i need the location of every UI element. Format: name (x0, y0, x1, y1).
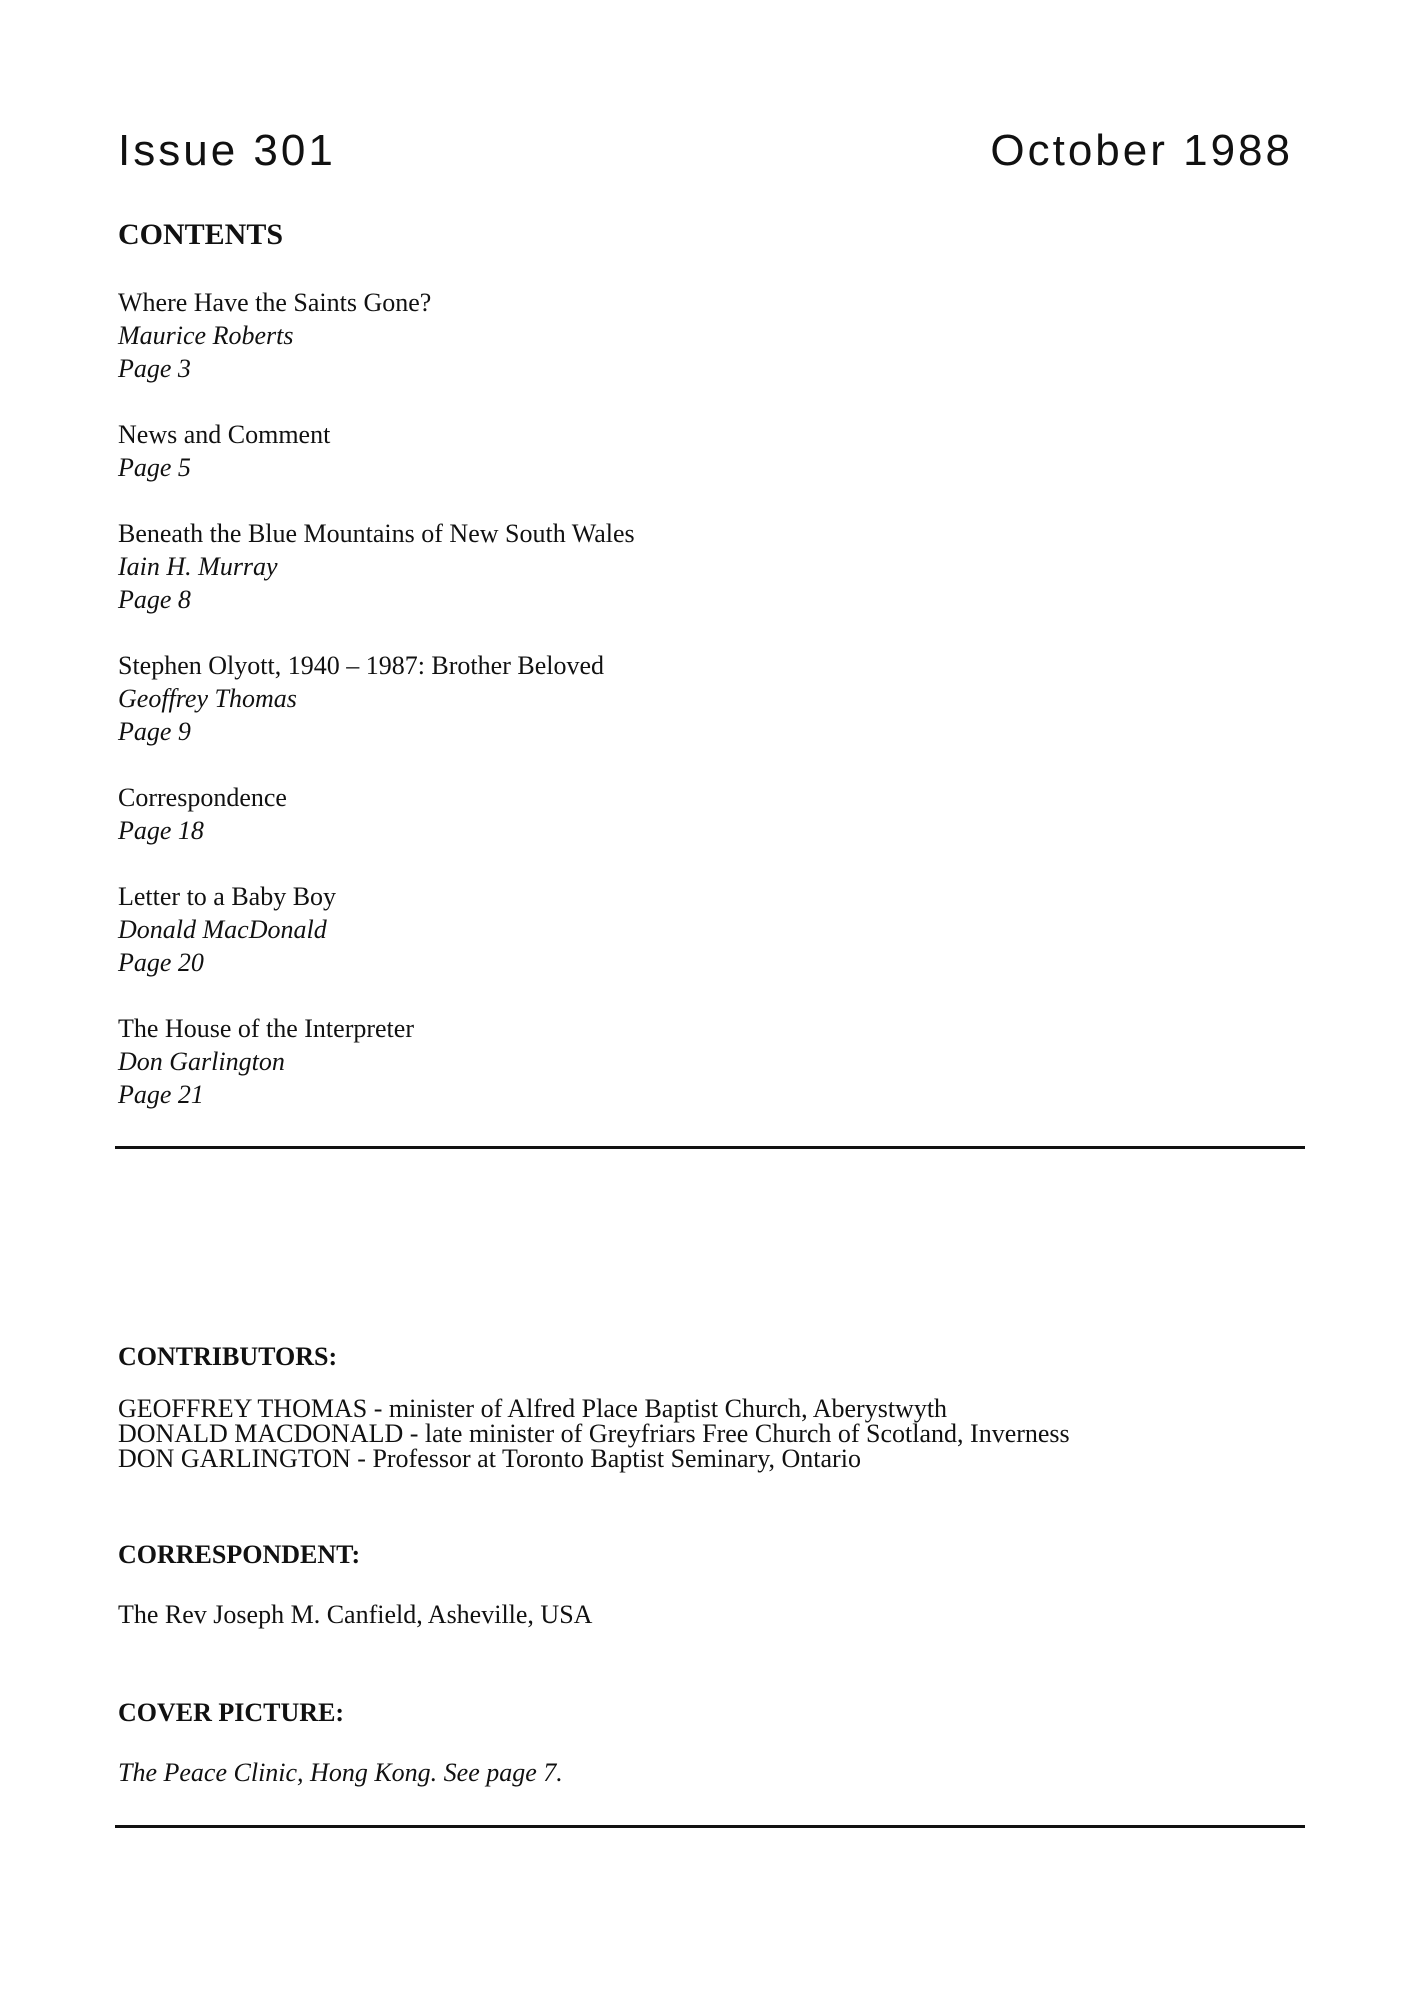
contributor-line: DON GARLINGTON - Professor at Toronto Baptist Seminary, Ontario (118, 1444, 861, 1473)
article-title: The House of the Interpreter (118, 1014, 414, 1043)
article-title: News and Comment (118, 420, 331, 449)
article-title: Stephen Olyott, 1940 – 1987: Brother Beloved (118, 651, 605, 680)
article-title: Correspondence (118, 783, 287, 812)
article-page: Page 18 (118, 816, 204, 845)
correspondent-text: The Rev Joseph M. Canfield, Asheville, USA (118, 1600, 593, 1629)
article-page: Page 20 (118, 948, 204, 977)
article-title: Beneath the Blue Mountains of New South Wales (118, 519, 635, 548)
correspondent-heading: CORRESPONDENT: (118, 1540, 361, 1569)
toc-entry (118, 781, 1218, 847)
article-page: Page 8 (118, 585, 191, 614)
contributor-line: DONALD MACDONALD - late minister of Greyfriars Free Church of Scotland, Inverness (118, 1419, 1070, 1448)
article-page: Page 5 (118, 453, 191, 482)
article-author: Iain H. Murray (118, 552, 278, 581)
article-page: Page 3 (118, 354, 191, 383)
article-author: Geoffrey Thomas (118, 684, 297, 713)
contributors-list (118, 1396, 1298, 1471)
article-title: Letter to a Baby Boy (118, 882, 337, 911)
horizontal-divider (115, 1825, 1305, 1828)
issue-date: October 1988 (990, 126, 1293, 175)
contributor-line: GEOFFREY THOMAS - minister of Alfred Place Baptist Church, Aberystwyth (118, 1394, 948, 1423)
article-page: Page 9 (118, 717, 191, 746)
article-author: Maurice Roberts (118, 321, 294, 350)
cover-picture-caption: The Peace Clinic, Hong Kong. See page 7. (118, 1758, 563, 1787)
cover-picture-heading: COVER PICTURE: (118, 1698, 345, 1727)
masthead (118, 126, 1293, 186)
article-page: Page 21 (118, 1080, 204, 1109)
toc-entry (118, 517, 1218, 616)
horizontal-divider (115, 1146, 1305, 1149)
article-title: Where Have the Saints Gone? (118, 288, 432, 317)
toc-entry (118, 880, 1218, 979)
article-author: Donald MacDonald (118, 915, 327, 944)
issue-number: Issue 301 (118, 126, 336, 175)
toc-entry (118, 1012, 1218, 1111)
toc-entry (118, 286, 1218, 385)
contents-heading: CONTENTS (118, 218, 284, 251)
article-author: Don Garlington (118, 1047, 285, 1076)
contributors-heading: CONTRIBUTORS: (118, 1342, 338, 1371)
toc-entry (118, 649, 1218, 748)
toc-entry (118, 418, 1218, 484)
table-of-contents (118, 286, 1218, 1144)
